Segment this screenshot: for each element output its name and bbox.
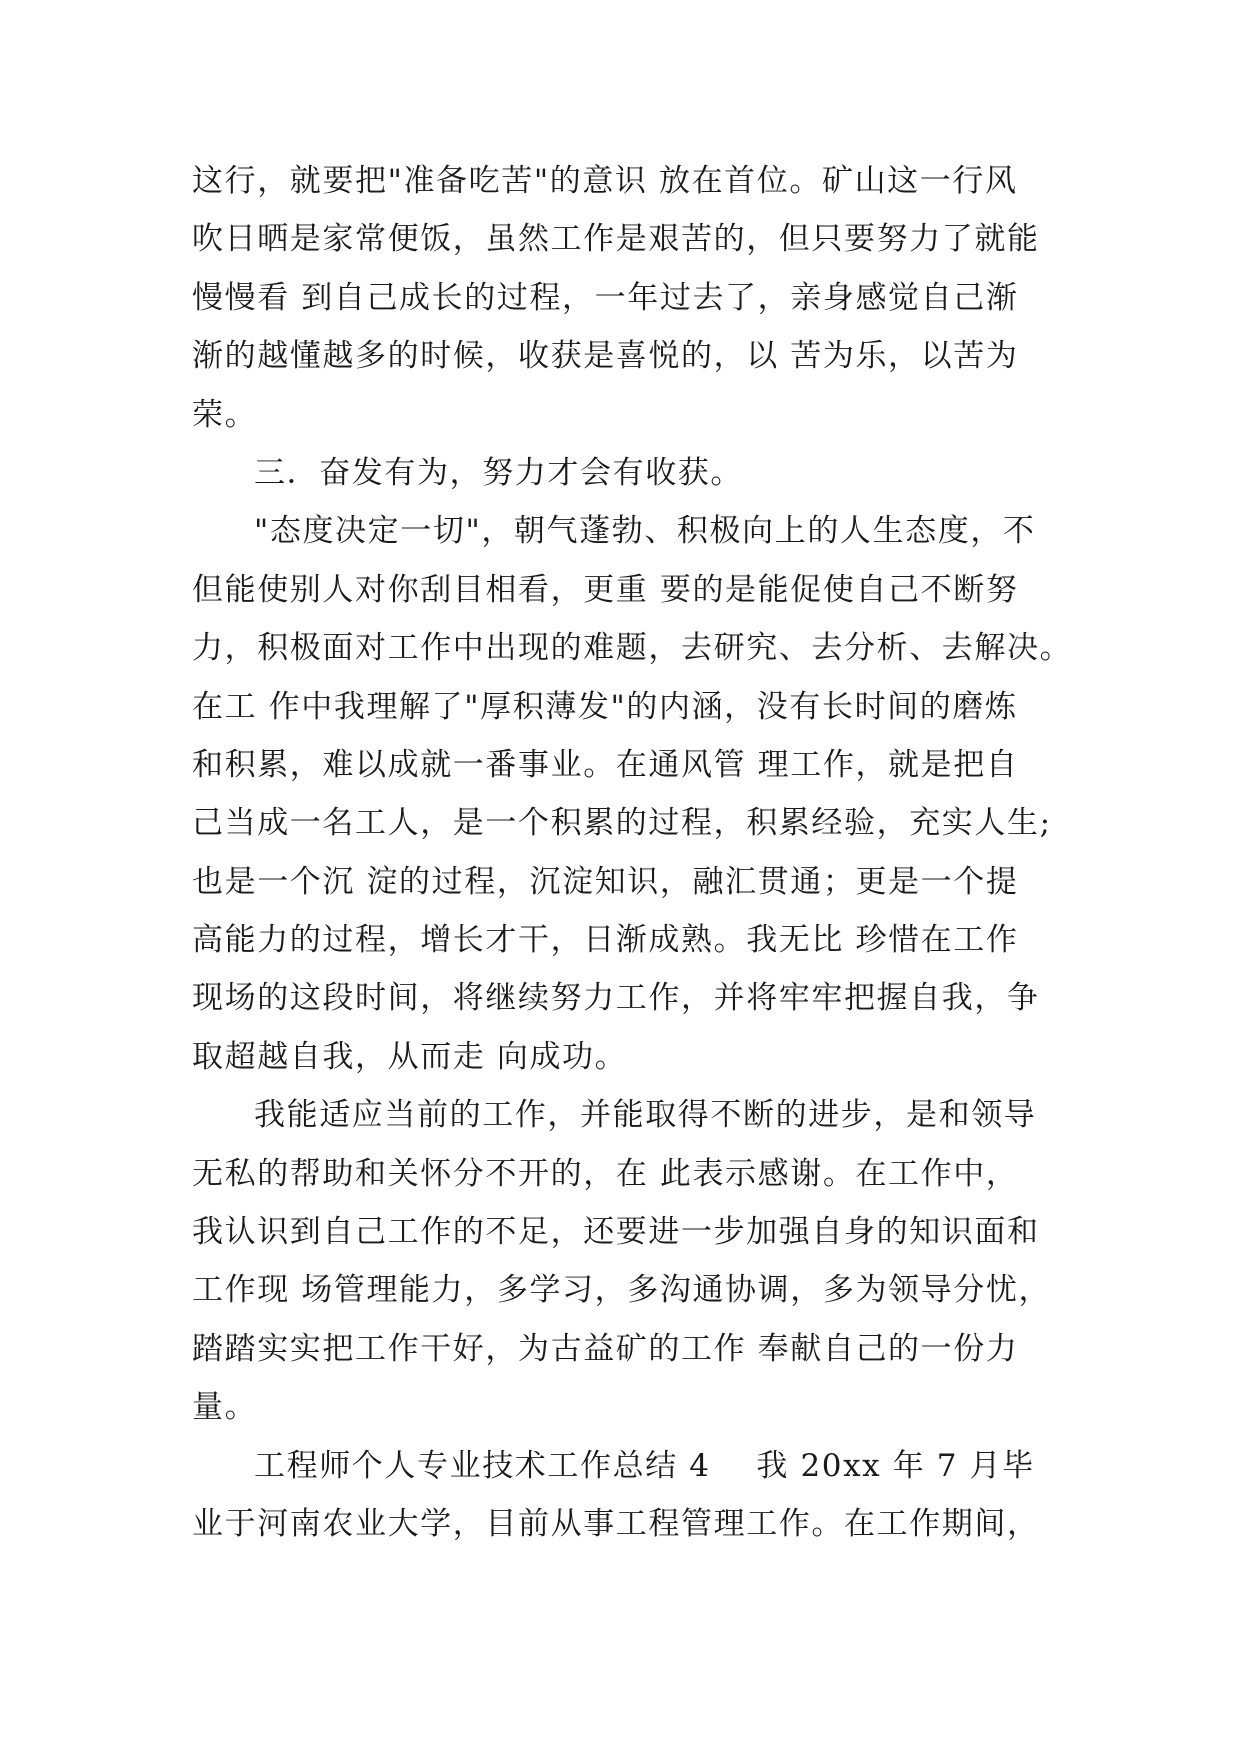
text-line: 力，积极面对工作中出现的难题，去研究、去分析、去解决。 bbox=[192, 630, 1073, 667]
text-line: 踏踏实实把工作干好，为古益矿的工作 奉献自己的一份力 bbox=[192, 1330, 1019, 1367]
text-line: 现场的这段时间，将继续努力工作，并将牢牢把握自我，争 bbox=[192, 980, 1040, 1017]
text-line: 量。 bbox=[192, 1389, 258, 1426]
text-line: 无私的帮助和关怀分不开的，在 此表示感谢。在工作中， bbox=[192, 1155, 1019, 1192]
text-line: 但能使别人对你刮目相看，更重 要的是能促使自己不断努 bbox=[192, 571, 1019, 608]
paragraph-thanks bbox=[192, 1086, 1054, 1436]
text-line: 渐的越懂越多的时候，收获是喜悦的，以 苦为乐，以苦为 bbox=[192, 338, 1019, 375]
paragraph-hardship bbox=[192, 152, 1054, 444]
text-line: 慢慢看 到自己成长的过程，一年过去了，亲身感觉自己渐 bbox=[192, 279, 1019, 316]
text-line: 也是一个沉 淀的过程，沉淀知识，融汇贯通；更是一个提 bbox=[192, 863, 1019, 900]
text-line: 取超越自我，从而走 向成功。 bbox=[192, 1038, 628, 1075]
text-line: 荣。 bbox=[192, 396, 258, 433]
text-line: 和积累，难以成就一番事业。在通风管 理工作，就是把自 bbox=[192, 746, 1019, 783]
paragraph-summary-4 bbox=[192, 1437, 1054, 1554]
text-line: 高能力的过程，增长才干，日渐成熟。我无比 珍惜在工作 bbox=[192, 922, 1019, 959]
text-line: 我能适应当前的工作，并能取得不断的进步，是和领导 bbox=[254, 1097, 1037, 1134]
section-heading-text: 三．奋发有为，努力才会有收获。 bbox=[254, 454, 743, 491]
text-line: 工程师个人专业技术工作总结 4 我 20xx 年 7 月毕 bbox=[254, 1447, 1035, 1484]
text-line: 我认识到自己工作的不足，还要进一步加强自身的知识面和 bbox=[192, 1214, 1040, 1251]
text-line: 己当成一名工人，是一个积累的过程，积累经验，充实人生; bbox=[192, 805, 1052, 842]
document-body bbox=[192, 152, 1073, 1553]
text-line: 在工 作中我理解了"厚积薄发"的内涵，没有长时间的磨炼 bbox=[192, 688, 1018, 725]
text-line: "态度决定一切"，朝气蓬勃、积极向上的人生态度，不 bbox=[254, 513, 1036, 550]
paragraph-attitude bbox=[192, 502, 1073, 1086]
text-line: 工作现 场管理能力，多学习，多沟通协调，多为领导分忧， bbox=[192, 1272, 1052, 1309]
text-line: 业于河南农业大学，目前从事工程管理工作。在工作期间， bbox=[192, 1505, 1040, 1542]
section-heading bbox=[192, 444, 1054, 502]
text-line: 这行，就要把"准备吃苦"的意识 放在首位。矿山这一行风 bbox=[192, 163, 1018, 199]
text-line: 吹日晒是家常便饭，虽然工作是艰苦的，但只要努力了就能 bbox=[192, 221, 1040, 258]
